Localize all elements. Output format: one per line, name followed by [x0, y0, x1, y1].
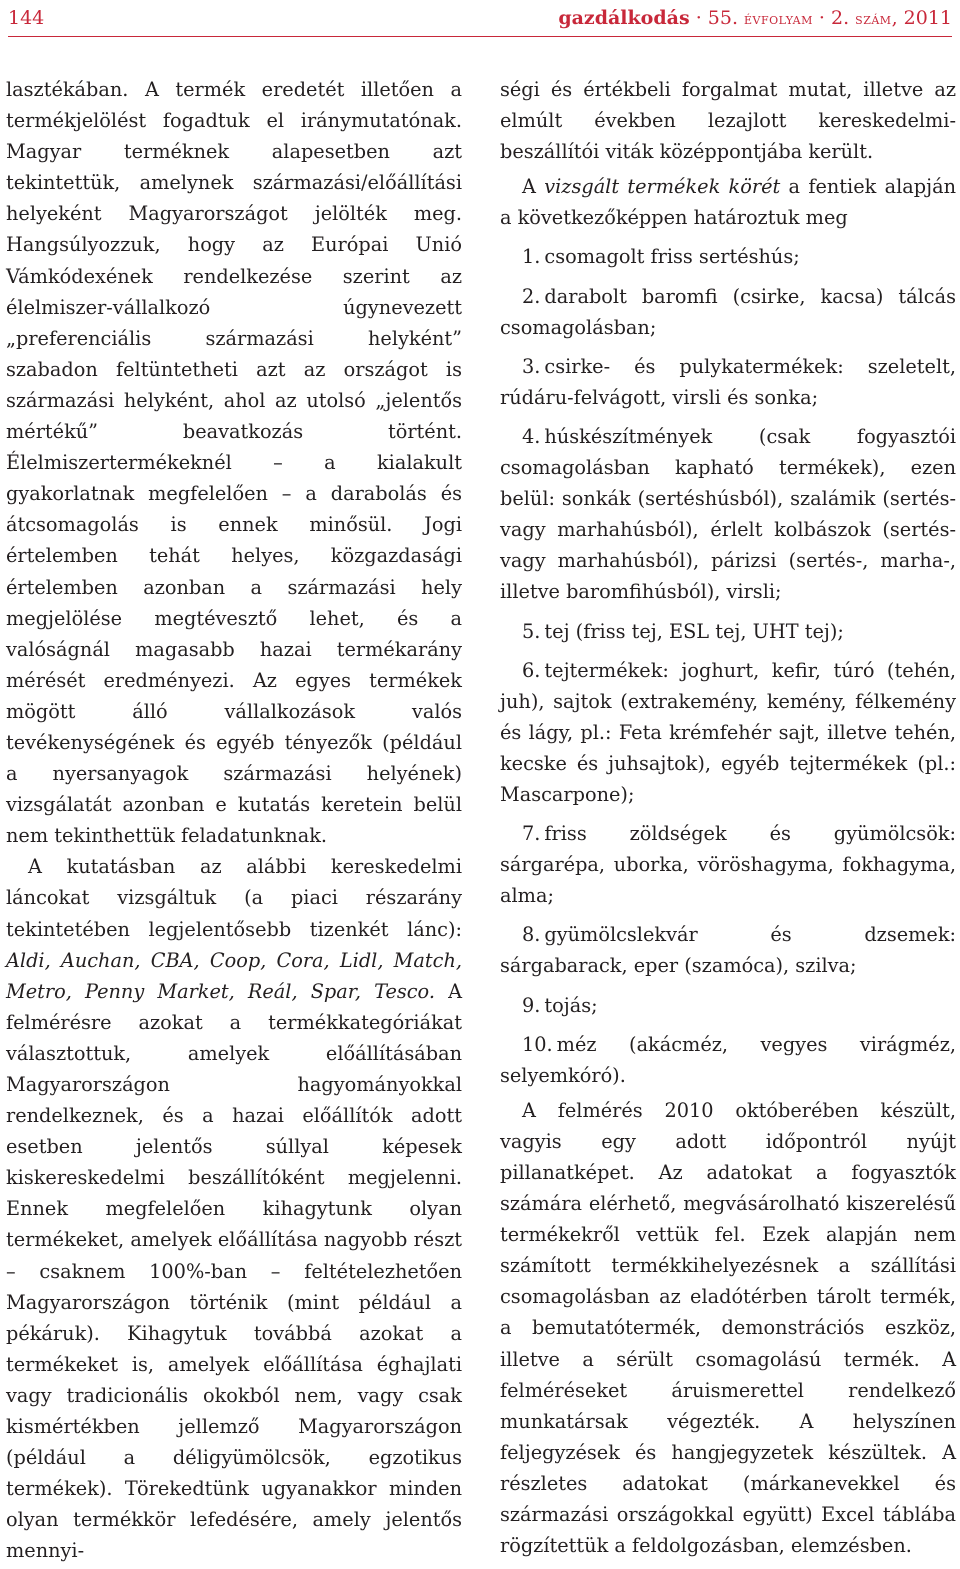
list-item — [500, 421, 956, 608]
issue-label: szám — [855, 10, 892, 28]
retail-chains-list: Aldi, Auchan, CBA, Coop, Cora, Lidl, Match, Metro, Penny Market, Reál, Spar, Tesco. — [6, 948, 462, 1003]
issue-number: · 2. — [812, 7, 856, 29]
journal-info — [558, 7, 952, 29]
list-number: 7. — [522, 822, 541, 846]
list-item — [500, 281, 956, 343]
list-number: 1. — [522, 245, 541, 269]
volume-number: · 55. — [689, 7, 745, 29]
text-run: A kutatásban az alábbi kereskedelmi láncokat vizsgáltuk (a piaci részarány tekintetében legjelentősebb tizenkét lánc): — [6, 855, 462, 941]
text-run: A felmérésre azokat a termékkategóriákat választottuk, amelyek előállításában Magyarországon hagyományokkal rendelkeznek, és a hazai előállítók adott esetben jelentős súllyal képesek kiskereskedelmi beszállítóként megjelenni. Ennek megfelelően kihagytunk olyan termékeket, amelyek előállítása nagyobb részt – csaknem 100%-ban – feltételezhetően Magyarországon történik (mint például a pékáruk). Kihagytuk továbbá azokat a termékeket is, amelyek előállítása éghajlati vagy tradicionális okokból nem, vagy csak kismértékben jellemző Magyarországon (például a déligyümölcsök, egzotikus termékek). Törekedtünk ugyanakkor minden olyan termékkör lefedésére, amely jelentős mennyi- — [6, 979, 462, 1563]
list-number: 2. — [522, 284, 541, 308]
paragraph: lasztékában. A termék eredetét illetően a termékjelölést fogadtuk el iránymutatónak. Magyar terméknek alapesetben azt tekintettük, amelynek származási/előállítási helyeként Magyarországot jelölték meg. Hangsúlyozzuk, hogy az Európai Unió Vámkódexének rendelkezése szerint az élelmiszer-vállalkozó úgynevezett „preferenciális származási helyként” szabadon feltüntetheti azt az országot is származási helyként, ahol az utolsó „jelentős mértékű” beavatkozás történt. Élelmiszertermékeknél – a kialakult gyakorlatnak megfelelően – a darabolás és átcsomagolás is ennek minősül. Jogi értelemben tehát helyes, közgazdasági értelemben azonban a származási hely megjelölése megtévesztő lehet, és a valóságnál magasabb hazai termékarány mérését eredményezi. Az egyes termékek mögött álló vállalkozások valós tevékenységének és egyéb tényezők (például a nyersanyagok származási helyének) vizsgálatát azonban e kutatás keretein belül nem tekinthettük feladatunknak. — [6, 78, 462, 848]
list-item — [500, 919, 956, 981]
left-column — [6, 74, 462, 1567]
text-run: a fentiek alapján a következőképpen határoztuk meg — [500, 175, 957, 230]
text-run: A — [522, 175, 545, 199]
list-text: tej (friss tej, ESL tej, UHT tej); — [544, 619, 844, 643]
header-rule — [8, 36, 952, 37]
list-item — [500, 818, 956, 911]
paragraph: A felmérés 2010 októberében készült, vagyis egy adott időpontról nyújt pillanatképet. Az adatokat a fogyasztók számára elérhető, megvásárolható kiszerelésű termékekről vettük fel. Ezek alapján nem számított termékkihelyezésnek a szállítási csomagolásban az eladótérben tárolt termék, a bemutatótermék, demonstrációs eszköz, illetve a sérült csomagolású termék. A felméréseket áruismerettel rendelkező munkatársak végezték. A helyszínen feljegyzések és hangjegyzetek készültek. A részletes adatokat (márkanevekkel és származási országokkal együtt) Excel táblába rögzítettük a feldolgozásban, elemzésben. — [500, 1098, 956, 1558]
list-number: 9. — [522, 993, 541, 1017]
list-item — [500, 1029, 956, 1091]
paragraph — [6, 851, 462, 1566]
list-item — [500, 990, 956, 1021]
list-text: friss zöldségek és gyümölcsök: sárgarépa, uborka, vöröshagyma, fokhagyma, alma; — [500, 822, 956, 908]
product-category-list — [500, 241, 956, 1090]
list-number: 3. — [522, 354, 541, 378]
list-number: 5. — [522, 619, 541, 643]
list-text: húskészítmények (csak fogyasztói csomagolásban kapható termékek), ezen belül: sonkák (sertéshúsból), szalámik (sertés- vagy marhahúsból), érlelt kolbászok (sertés- vagy marhahúsból), párizsi (sertés-, marha-, illetve baromfihúsból), virsli; — [500, 424, 956, 604]
list-text: tojás; — [544, 993, 598, 1017]
list-text: csomagolt friss sertéshús; — [544, 245, 800, 269]
page-number: 144 — [8, 7, 45, 29]
list-text: darabolt baromfi (csirke, kacsa) tálcás csomagolásban; — [500, 284, 956, 339]
list-text: csirke- és pulykatermékek: szeletelt, rúdáru-felvágott, virsli és sonka; — [500, 354, 956, 409]
list-number: 4. — [522, 424, 541, 448]
paragraph: ségi és értékbeli forgalmat mutat, illetve az elmúlt években lezajlott kereskedelmi-beszállítói viták középpontjába került. — [500, 78, 956, 164]
list-number: 6. — [522, 658, 541, 682]
list-item — [500, 351, 956, 413]
volume-label: évfolyam — [744, 10, 813, 28]
emphasis: vizsgált termékek körét — [544, 175, 781, 199]
list-number: 8. — [522, 923, 541, 947]
year: , 2011 — [891, 7, 952, 29]
list-item — [500, 655, 956, 810]
list-text: méz (akácméz, vegyes virágméz, selyemkóró). — [500, 1032, 956, 1087]
list-item — [500, 241, 956, 272]
journal-title: gazdálkodás — [558, 7, 690, 29]
running-header — [8, 0, 952, 36]
list-text: gyümölcslekvár és dzsemek: sárgabarack, eper (szamóca), szilva; — [500, 923, 956, 978]
list-text: tejtermékek: joghurt, kefir, túró (tehén, juh), sajtok (extrakemény, kemény, félkemény és lágy, pl.: Feta krémfehér sajt, illetve tehén, kecske és juhsajtok), egyéb tejtermékek (pl.: Mascarpone); — [500, 658, 956, 806]
list-number: 10. — [522, 1032, 553, 1056]
paragraph — [500, 171, 956, 233]
list-item — [500, 616, 956, 647]
right-column — [500, 74, 956, 1561]
